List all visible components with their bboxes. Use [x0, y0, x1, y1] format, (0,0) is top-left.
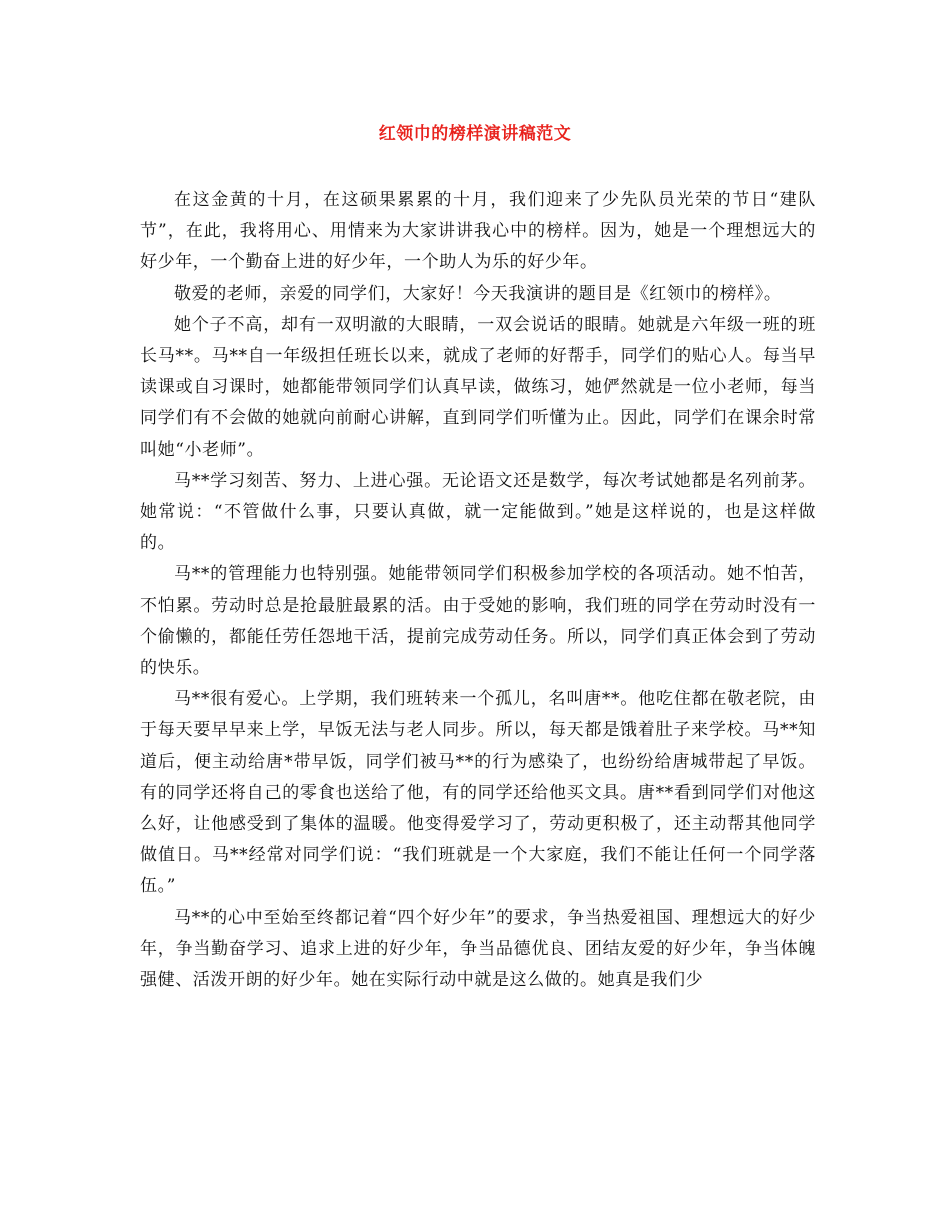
document-body [140, 185, 816, 996]
paragraph-description: 她个子不高，却有一双明澈的大眼睛，一双会说话的眼睛。她就是六年级一班的班长马**。马**自一年级担任班长以来，就成了老师的好帮手，同学们的贴心人。每当早读课或自习课时，她都能带领同学们认真早读，做练习，她俨然就是一位小老师，每当同学们有不会做的她就向前耐心讲解，直到同学们听懂为止。因此，同学们在课余时常叫她“小老师”。 [140, 314, 816, 460]
paragraph-kindness: 马**很有爱心。上学期，我们班转来一个孤儿，名叫唐**。他吃住都在敬老院，由于每天要早早来上学，早饭无法与老人同步。所以，每天都是饿着肚子来学校。马**知道后，便主动给唐*带早饭，同学们被马**的行为感染了，也纷纷给唐城带起了早饭。有的同学还将自己的零食也送给了他，有的同学还给他买文具。唐**看到同学们对他这么好，让他感受到了集体的温暖。他变得爱学习了，劳动更积极了，还主动帮其他同学做值日。马**经常对同学们说：“我们班就是一个大家庭，我们不能让任何一个同学落伍。” [140, 689, 816, 897]
paragraph-greeting: 敬爱的老师，亲爱的同学们，大家好！今天我演讲的题目是《红领巾的榜样》。 [174, 283, 782, 304]
paragraph-intro: 在这金黄的十月，在这硕果累累的十月，我们迎来了少先队员光荣的节日“建队节”，在此，我将用心、用情来为大家讲讲我心中的榜样。因为，她是一个理想远大的好少年，一个勤奋上进的好少年，一个助人为乐的好少年。 [140, 190, 816, 273]
document-title: 红领巾的榜样演讲稿范文 [378, 124, 572, 144]
paragraph-four-good-youth: 马**的心中至始至终都记着“四个好少年”的要求，争当热爱祖国、理想远大的好少年，争当勤奋学习、追求上进的好少年，争当品德优良、团结友爱的好少年，争当体魄强健、活泼开朗的好少年。她在实际行动中就是这么做的。她真是我们少 [140, 907, 816, 991]
paragraph-study: 马**学习刻苦、努力、上进心强。无论语文还是数学，每次考试她都是名列前茅。她常说：“不管做什么事，只要认真做，就一定能做到。”她是这样说的，也是这样做的。 [140, 470, 816, 554]
paragraph-management: 马**的管理能力也特别强。她能带领同学们积极参加学校的各项活动。她不怕苦，不怕累。劳动时总是抢最脏最累的活。由于受她的影响，我们班的同学在劳动时没有一个偷懒的，都能任劳任怨地干活，提前完成劳动任务。所以，同学们真正体会到了劳动的快乐。 [140, 564, 816, 679]
